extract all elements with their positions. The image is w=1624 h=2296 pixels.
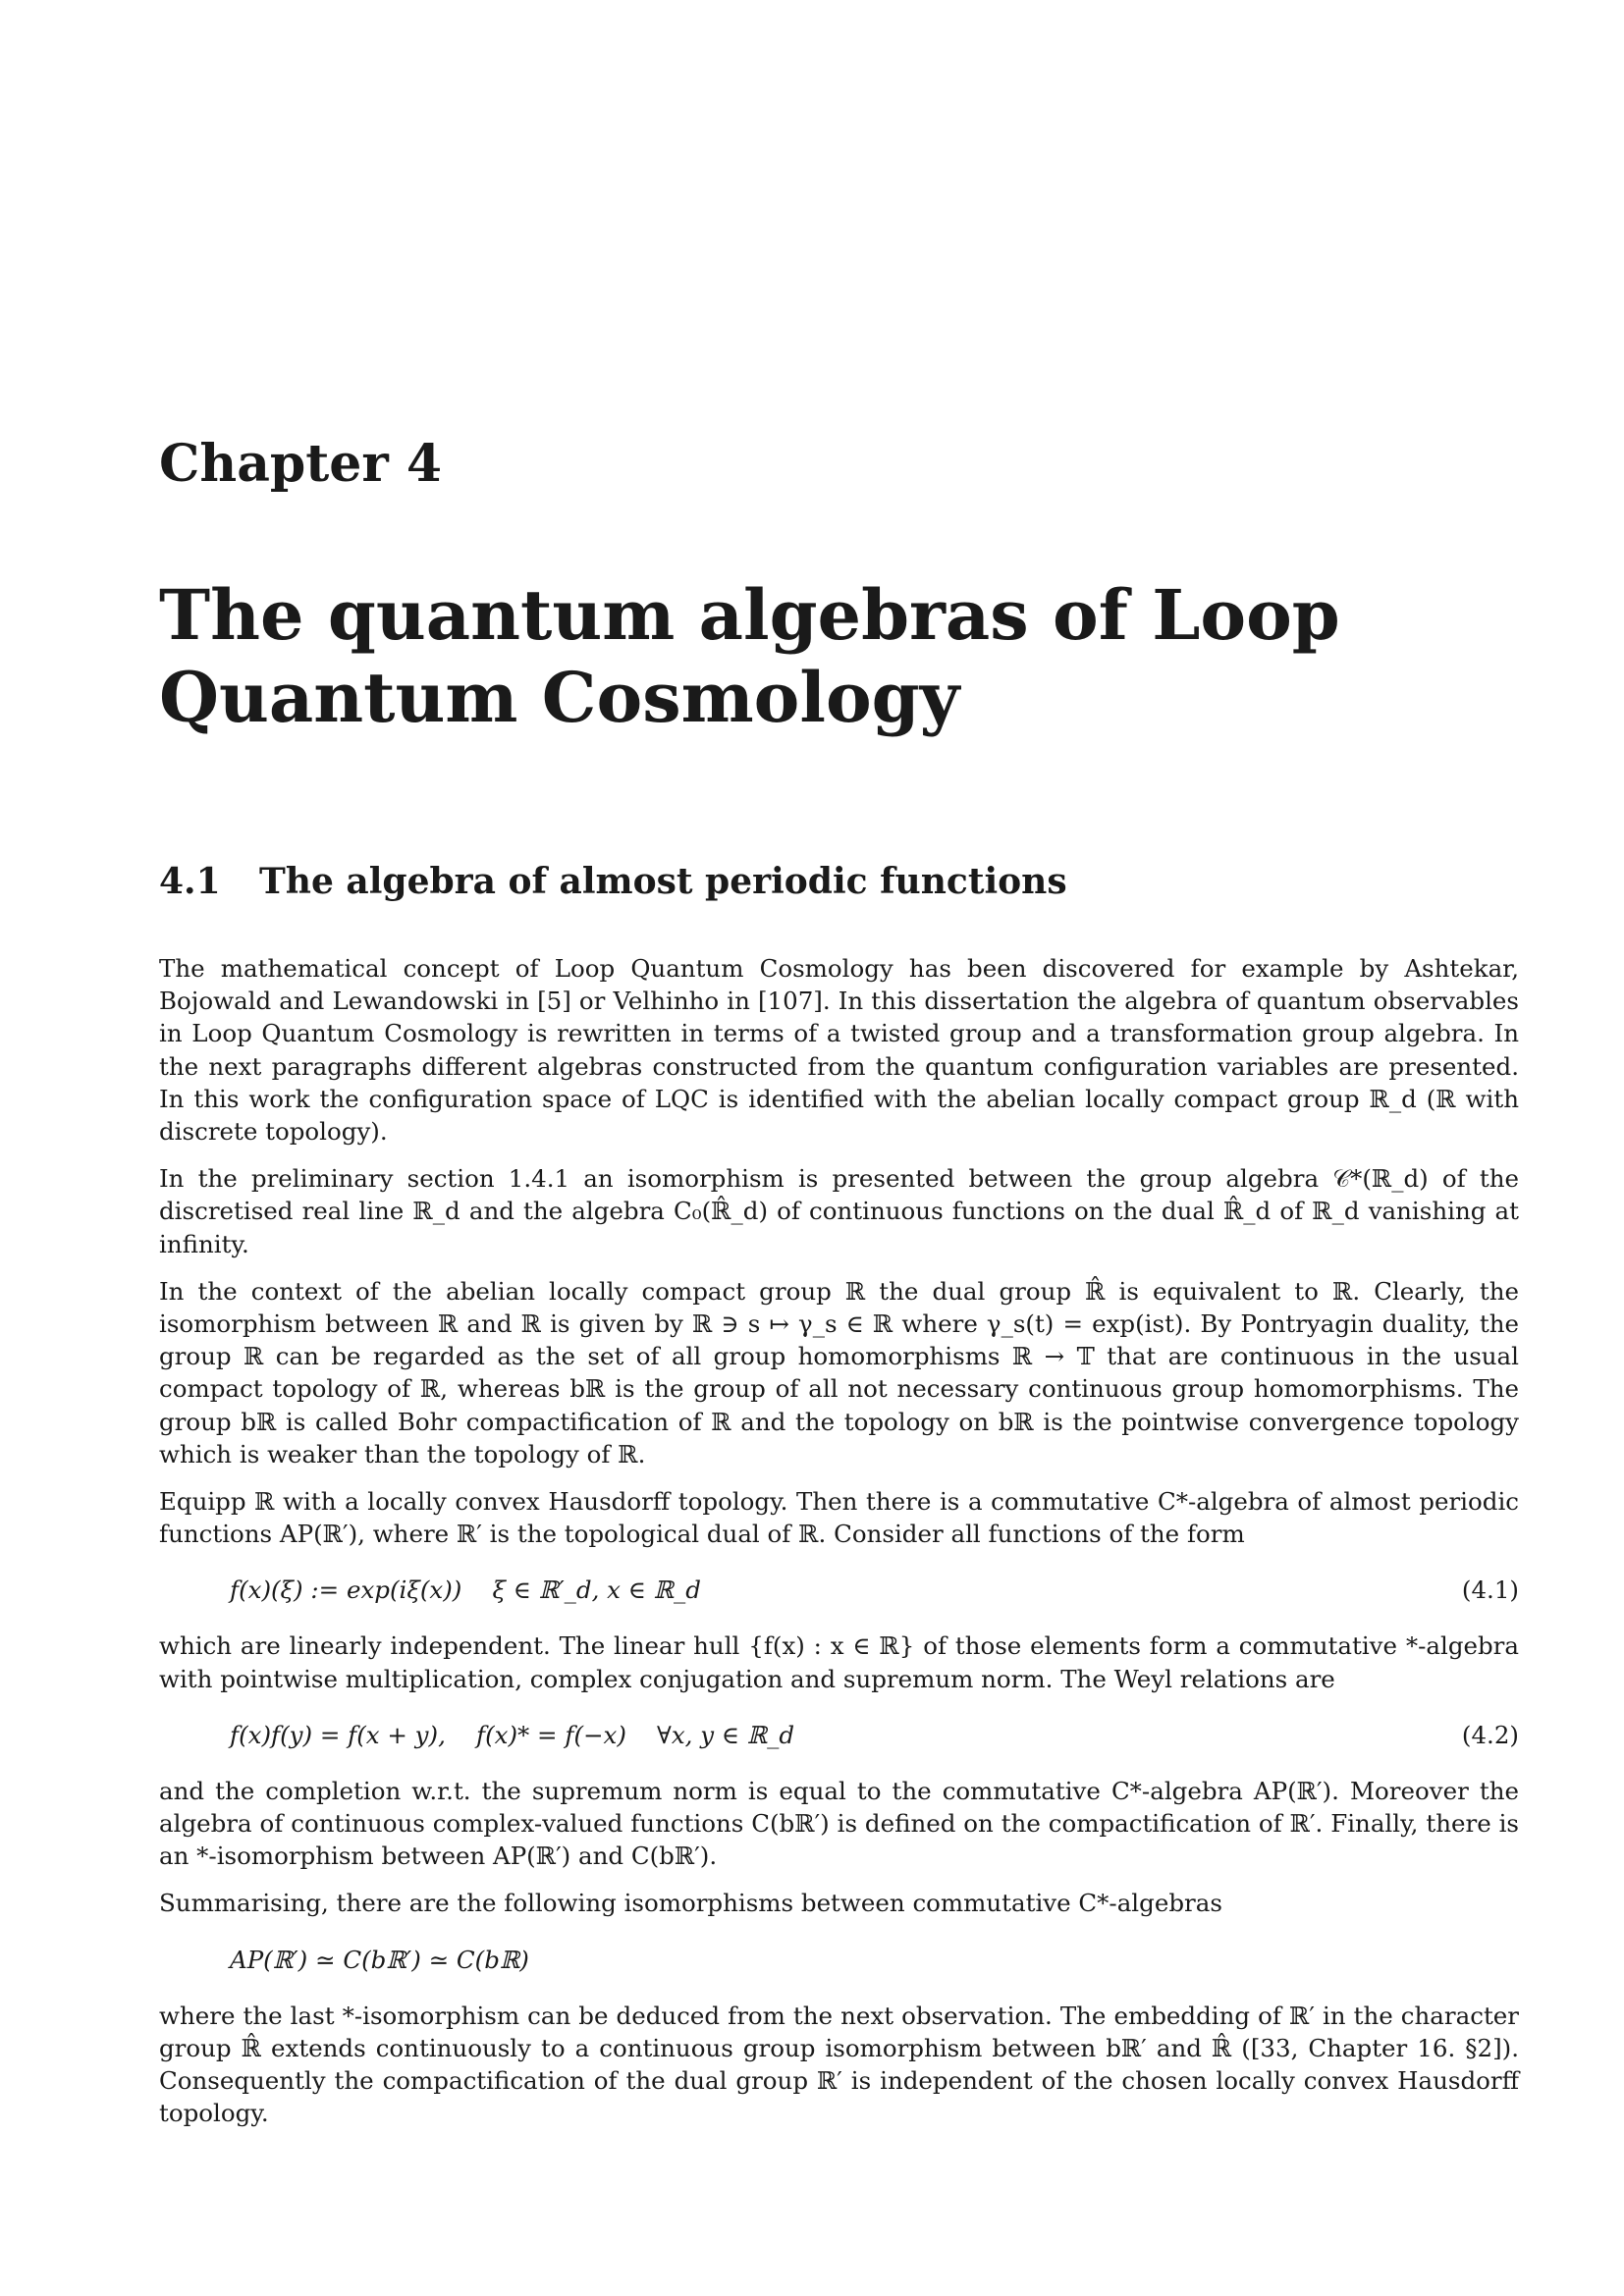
equation-body: f(x)(ξ) := exp(iξ(x)) ξ ∈ ℝ′_d, x ∈ ℝ_d xyxy=(230,1575,701,1605)
paragraph-linear-hull: which are linearly independent. The linear hull {f(x) : x ∈ ℝ} of those elements form a commutative *-algebra with pointwise multiplication, complex conjugation and supremum norm. The Weyl relations are xyxy=(159,1631,1519,1693)
body-text xyxy=(159,952,1519,2144)
equation-4-1 xyxy=(159,1574,1519,1606)
paragraph-preliminary: In the preliminary section 1.4.1 an isomorphism is presented between the group algebra 𝒞*(ℝ_d) of the discretised real line ℝ_d and the algebra C₀(ℝ̂_d) of continuous functions on the dual ℝ̂_d of ℝ_d vanishing at infinity. xyxy=(159,1164,1519,1258)
paragraph-embedding: where the last *-isomorphism can be deduced from the next observation. The embedding of ℝ′ in the character group ℝ̂ extends continuously to a continuous group isomorphism between bℝ′ and ℝ̂ ([33, Chapter 16. §2]). Consequently the compactification of the dual group ℝ′ is independent of the chosen locally convex Hausdorff topology. xyxy=(159,2001,1519,2128)
chapter-label: Chapter 4 xyxy=(159,434,443,494)
paragraph-dual-group: In the context of the abelian locally compact group ℝ the dual group ℝ̂ is equivalent to ℝ. Clearly, the isomorphism between ℝ and ℝ is given by ℝ ∋ s ↦ γ_s ∈ ℝ where γ_s(t) = exp(ist). By Pontryagin duality, the group ℝ can be regarded as the set of all group homomorphisms ℝ → 𝕋 that are continuous in the usual compact topology of ℝ, whereas bℝ is the group of all not necessary continuous group homomorphisms. The group bℝ is called Bohr compactification of ℝ and the topology on bℝ is the pointwise convergence topology which is weaker than the topology of ℝ. xyxy=(159,1276,1519,1468)
section-number: 4.1 xyxy=(159,861,221,902)
paragraph-intro: The mathematical concept of Loop Quantum Cosmology has been discovered for example by Ashtekar, Bojowald and Lewandowski in [5] or Velhinho in [107]. In this dissertation the algebra of quantum observables in Loop Quantum Cosmology is rewritten in terms of a twisted group and a transformation group algebra. In the next paragraphs different algebras constructed from the quantum configuration variables are presented. In this work the configuration space of LQC is identified with the abelian locally compact group ℝ_d (ℝ with discrete topology). xyxy=(159,954,1519,1147)
chapter-title: The quantum algebras of Loop Quantum Cosmology xyxy=(159,574,1340,738)
paragraph-summarising: Summarising, there are the following isomorphisms between commutative C*-algebras xyxy=(159,1889,1222,1918)
section-heading xyxy=(159,861,1067,903)
equation-isomorphisms xyxy=(159,1944,1519,1976)
paragraph-completion: and the completion w.r.t. the supremum norm is equal to the commutative C*-algebra AP(ℝ′). Moreover the algebra of continuous complex-valued functions C(bℝ′) is defined on the compactification of ℝ′. Finally, there is an *-isomorphism between AP(ℝ′) and C(bℝ′). xyxy=(159,1776,1519,1871)
equation-number: (4.2) xyxy=(1461,1720,1519,1749)
equation-body: f(x)f(y) = f(x + y), f(x)* = f(−x) ∀x, y ∈ ℝ_d xyxy=(230,1720,795,1749)
equation-body: AP(ℝ′) ≃ C(bℝ′) ≃ C(bℝ) xyxy=(230,1945,529,1974)
section-title: The algebra of almost periodic functions xyxy=(259,861,1067,902)
paragraph-hausdorff: Equipp ℝ with a locally convex Hausdorff topology. Then there is a commutative C*-algebra of almost periodic functions AP(ℝ′), where ℝ′ is the topological dual of ℝ. Consider all functions of the form xyxy=(159,1487,1519,1549)
equation-4-2 xyxy=(159,1719,1519,1751)
equation-number: (4.1) xyxy=(1461,1575,1519,1605)
